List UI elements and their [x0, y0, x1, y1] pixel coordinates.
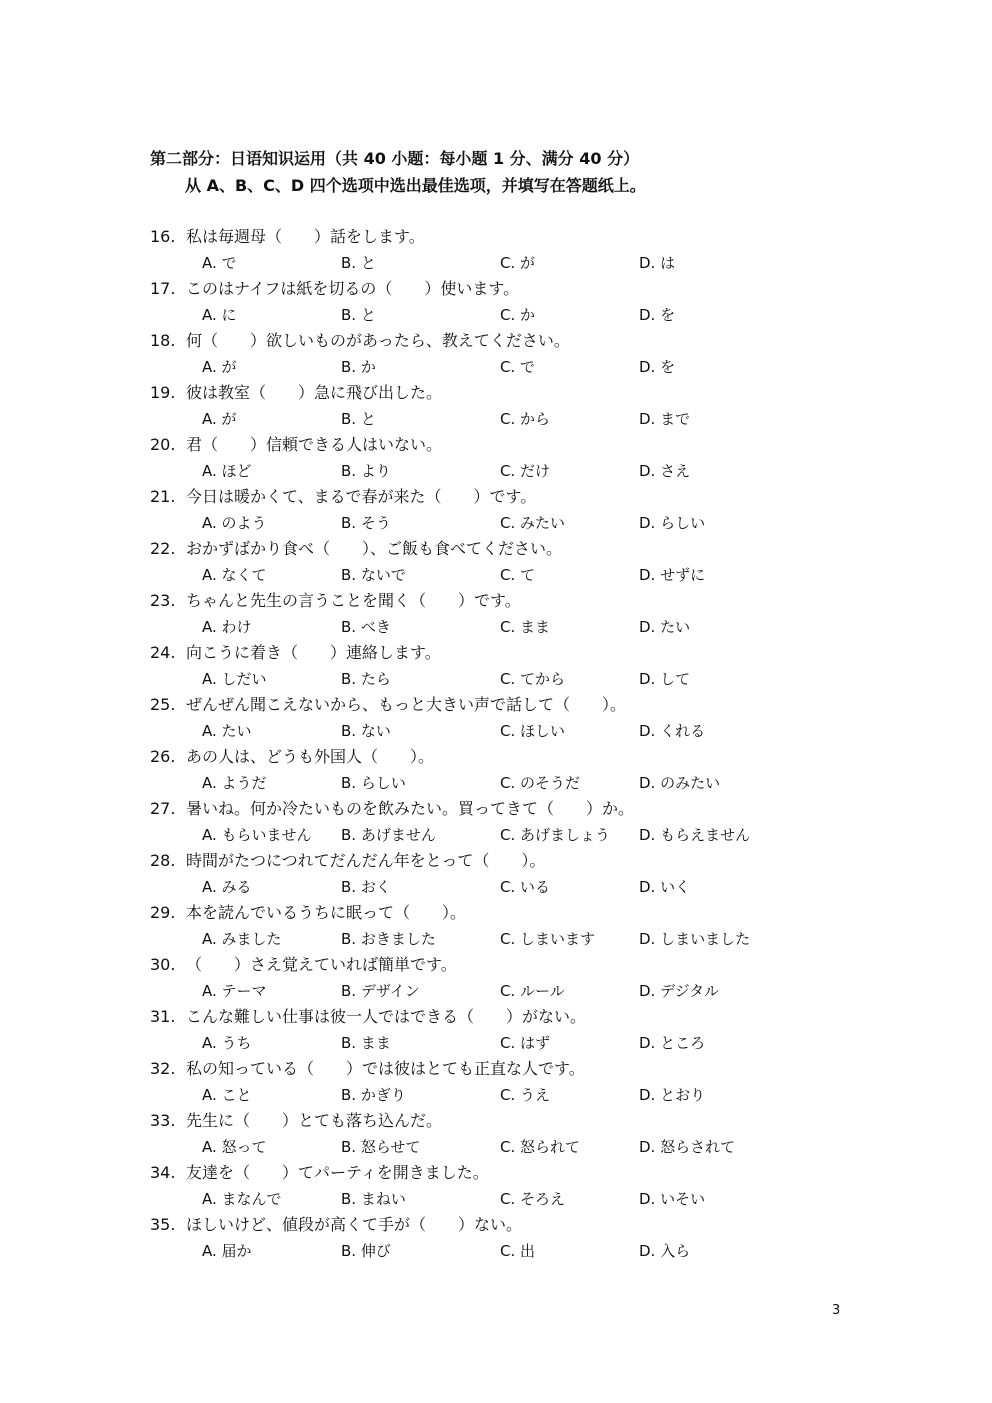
option-b: B. おく [341, 878, 391, 896]
question-text: 時間がたつにつれてだんだん年をとって（ ）。 [186, 851, 546, 870]
option-a: A. ようだ [202, 774, 267, 792]
question-text: 君（ ）信頼できる人はいない。 [186, 435, 443, 454]
question-stem [150, 640, 850, 666]
option-c: C. そろえ [500, 1190, 566, 1208]
option-d: D. らしい [639, 514, 706, 532]
question-stem [150, 1160, 850, 1186]
question-options [150, 354, 850, 380]
option-c: C. うえ [500, 1086, 551, 1104]
question-stem [150, 588, 850, 614]
question-options [150, 874, 850, 900]
option-b: B. と [341, 254, 376, 272]
question-options [150, 250, 850, 276]
question-stem [150, 380, 850, 406]
option-d: D. とおり [639, 1086, 706, 1104]
question-stem [150, 952, 850, 978]
question-number: 29. [150, 903, 176, 922]
question-list [150, 224, 850, 1264]
question-item [150, 484, 850, 536]
question-item [150, 900, 850, 952]
page-number: 3 [832, 1303, 841, 1318]
question-item [150, 432, 850, 484]
option-d: D. いそい [639, 1190, 706, 1208]
option-c: C. 怒られて [500, 1138, 581, 1156]
option-a: A. で [202, 254, 237, 272]
question-number: 35. [150, 1215, 176, 1234]
question-item [150, 1108, 850, 1160]
option-d: D. たい [639, 618, 691, 636]
option-a: A. が [202, 358, 237, 376]
question-stem [150, 432, 850, 458]
option-b: B. らしい [341, 774, 406, 792]
option-d: D. まで [639, 410, 691, 428]
option-b: B. と [341, 306, 376, 324]
option-d: D. 入ら [639, 1242, 691, 1260]
question-options [150, 614, 850, 640]
option-a: A. なくて [202, 566, 267, 584]
option-c: C. 出 [500, 1242, 536, 1260]
option-b: B. ないで [341, 566, 406, 584]
question-number: 19. [150, 383, 176, 402]
question-item [150, 952, 850, 1004]
question-stem [150, 1212, 850, 1238]
question-number: 18. [150, 331, 176, 350]
option-a: A. こと [202, 1086, 252, 1104]
question-text: 暑いね。何か冷たいものを飲みたい。買ってきて（ ）か。 [186, 799, 635, 818]
option-a: A. テーマ [202, 982, 267, 1000]
option-c: C. はず [500, 1034, 551, 1052]
question-text: 私の知っている（ ）では彼はとても正直な人です。 [186, 1059, 585, 1078]
option-c: C. て [500, 566, 536, 584]
question-text: ほしいけど、値段が高くて手が（ ）ない。 [186, 1215, 523, 1234]
question-text: こんな難しい仕事は彼一人ではできる（ ）がない。 [186, 1007, 587, 1026]
question-options [150, 1134, 850, 1160]
question-item [150, 380, 850, 432]
option-d: D. もらえません [639, 826, 751, 844]
option-a: A. しだい [202, 670, 267, 688]
question-text: （ ）さえ覚えていれば簡単です。 [186, 955, 457, 974]
question-text: 友達を（ ）てパーティを開きました。 [186, 1163, 489, 1182]
question-options [150, 1186, 850, 1212]
option-d: D. せずに [639, 566, 706, 584]
question-text: 私は毎週母（ ）話をします。 [186, 227, 425, 246]
option-d: D. ところ [639, 1034, 706, 1052]
question-options [150, 510, 850, 536]
question-stem [150, 744, 850, 770]
question-number: 32. [150, 1059, 176, 1078]
option-a: A. に [202, 306, 237, 324]
option-a: A. ほど [202, 462, 252, 480]
question-stem [150, 796, 850, 822]
option-d: D. デジタル [639, 982, 720, 1000]
option-c: C. か [500, 306, 536, 324]
question-number: 23. [150, 591, 176, 610]
question-options [150, 302, 850, 328]
question-text: 向こうに着き（ ）連絡します。 [186, 643, 441, 662]
question-item [150, 640, 850, 692]
option-d: D. さえ [639, 462, 691, 480]
option-b: B. より [341, 462, 391, 480]
question-stem [150, 276, 850, 302]
question-text: 先生に（ ）とても落ち込んだ。 [186, 1111, 443, 1130]
question-number: 26. [150, 747, 176, 766]
question-stem [150, 1004, 850, 1030]
question-item [150, 744, 850, 796]
question-item [150, 1056, 850, 1108]
option-b: B. まねい [341, 1190, 406, 1208]
option-b: B. 怒らせて [341, 1138, 421, 1156]
question-item [150, 796, 850, 848]
question-text: ぜんぜん聞こえないから、もっと大きい声で話して（ ）。 [186, 695, 627, 714]
question-text: おかずばかり食べ（ ）、ご飯も食べてください。 [186, 539, 563, 558]
question-text: あの人は、どうも外国人（ ）。 [186, 747, 435, 766]
option-d: D. を [639, 358, 676, 376]
option-d: D. は [639, 254, 676, 272]
option-b: B. おきました [341, 930, 436, 948]
section-instruction: 从 A、B、C、D 四个选项中选出最佳选项，并填写在答题纸上。 [185, 176, 646, 195]
option-a: A. 怒って [202, 1138, 267, 1156]
option-a: A. まなんで [202, 1190, 282, 1208]
question-options [150, 406, 850, 432]
option-a: A. 届か [202, 1242, 252, 1260]
section-title: 第二部分：日语知识运用（共 40 小题：每小题 1 分、满分 40 分） [150, 149, 640, 168]
question-text: 何（ ）欲しいものがあったら、教えてください。 [186, 331, 570, 350]
option-b: B. そう [341, 514, 391, 532]
question-stem [150, 328, 850, 354]
option-c: C. ルール [500, 982, 565, 1000]
option-c: C. ほしい [500, 722, 566, 740]
option-c: C. で [500, 358, 536, 376]
question-text: 本を読んでいるうちに眠って（ ）。 [186, 903, 467, 922]
question-options [150, 978, 850, 1004]
option-c: C. が [500, 254, 536, 272]
question-text: 彼は教室（ ）急に飛び出した。 [186, 383, 443, 402]
question-stem [150, 900, 850, 926]
question-number: 24. [150, 643, 176, 662]
question-text: このはナイフは紙を切るの（ ）使います。 [186, 279, 520, 298]
option-c: C. てから [500, 670, 566, 688]
option-d: D. を [639, 306, 676, 324]
question-item [150, 1160, 850, 1212]
option-a: A. わけ [202, 618, 252, 636]
question-options [150, 458, 850, 484]
question-stem [150, 224, 850, 250]
question-stem [150, 484, 850, 510]
option-a: A. が [202, 410, 237, 428]
option-b: B. ない [341, 722, 391, 740]
question-item [150, 276, 850, 328]
option-c: C. あげましょう [500, 826, 611, 844]
question-options [150, 1030, 850, 1056]
question-number: 20. [150, 435, 176, 454]
question-item [150, 328, 850, 380]
option-b: B. あげません [341, 826, 436, 844]
question-options [150, 822, 850, 848]
question-number: 28. [150, 851, 176, 870]
option-b: B. べき [341, 618, 391, 636]
option-b: B. か [341, 358, 376, 376]
option-b: B. たら [341, 670, 391, 688]
option-a: A. のよう [202, 514, 267, 532]
option-c: C. しまいます [500, 930, 596, 948]
option-d: D. して [639, 670, 691, 688]
option-c: C. みたい [500, 514, 566, 532]
question-options [150, 718, 850, 744]
option-b: B. まま [341, 1034, 391, 1052]
question-number: 25. [150, 695, 176, 714]
question-number: 30. [150, 955, 176, 974]
option-d: D. いく [639, 878, 691, 896]
option-c: C. のそうだ [500, 774, 581, 792]
option-d: D. 怒らされて [639, 1138, 736, 1156]
question-number: 34. [150, 1163, 176, 1182]
question-stem [150, 848, 850, 874]
option-b: B. デザイン [341, 982, 420, 1000]
question-item [150, 1004, 850, 1056]
option-c: C. いる [500, 878, 551, 896]
question-item [150, 536, 850, 588]
option-c: C. から [500, 410, 551, 428]
option-b: B. と [341, 410, 376, 428]
question-number: 31. [150, 1007, 176, 1026]
question-stem [150, 1056, 850, 1082]
option-a: A. うち [202, 1034, 252, 1052]
question-options [150, 770, 850, 796]
question-text: 今日は暖かくて、まるで春が来た（ ）です。 [186, 487, 537, 506]
option-b: B. かぎり [341, 1086, 406, 1104]
option-c: C. だけ [500, 462, 551, 480]
question-number: 33. [150, 1111, 176, 1130]
option-c: C. まま [500, 618, 551, 636]
option-d: D. しまいました [639, 930, 751, 948]
question-number: 21. [150, 487, 176, 506]
question-item [150, 1212, 850, 1264]
question-options [150, 1238, 850, 1264]
question-number: 27. [150, 799, 176, 818]
question-stem [150, 1108, 850, 1134]
option-a: A. たい [202, 722, 252, 740]
option-b: B. 伸び [341, 1242, 391, 1260]
option-a: A. みる [202, 878, 252, 896]
question-number: 17. [150, 279, 176, 298]
question-item [150, 588, 850, 640]
question-number: 22. [150, 539, 176, 558]
question-options [150, 666, 850, 692]
option-d: D. のみたい [639, 774, 721, 792]
option-d: D. くれる [639, 722, 706, 740]
question-item [150, 224, 850, 276]
question-stem [150, 536, 850, 562]
question-item [150, 848, 850, 900]
question-item [150, 692, 850, 744]
question-options [150, 926, 850, 952]
question-number: 16. [150, 227, 176, 246]
option-a: A. みました [202, 930, 282, 948]
question-options [150, 1082, 850, 1108]
option-a: A. もらいません [202, 826, 312, 844]
question-options [150, 562, 850, 588]
question-stem [150, 692, 850, 718]
question-text: ちゃんと先生の言うことを聞く（ ）です。 [186, 591, 521, 610]
